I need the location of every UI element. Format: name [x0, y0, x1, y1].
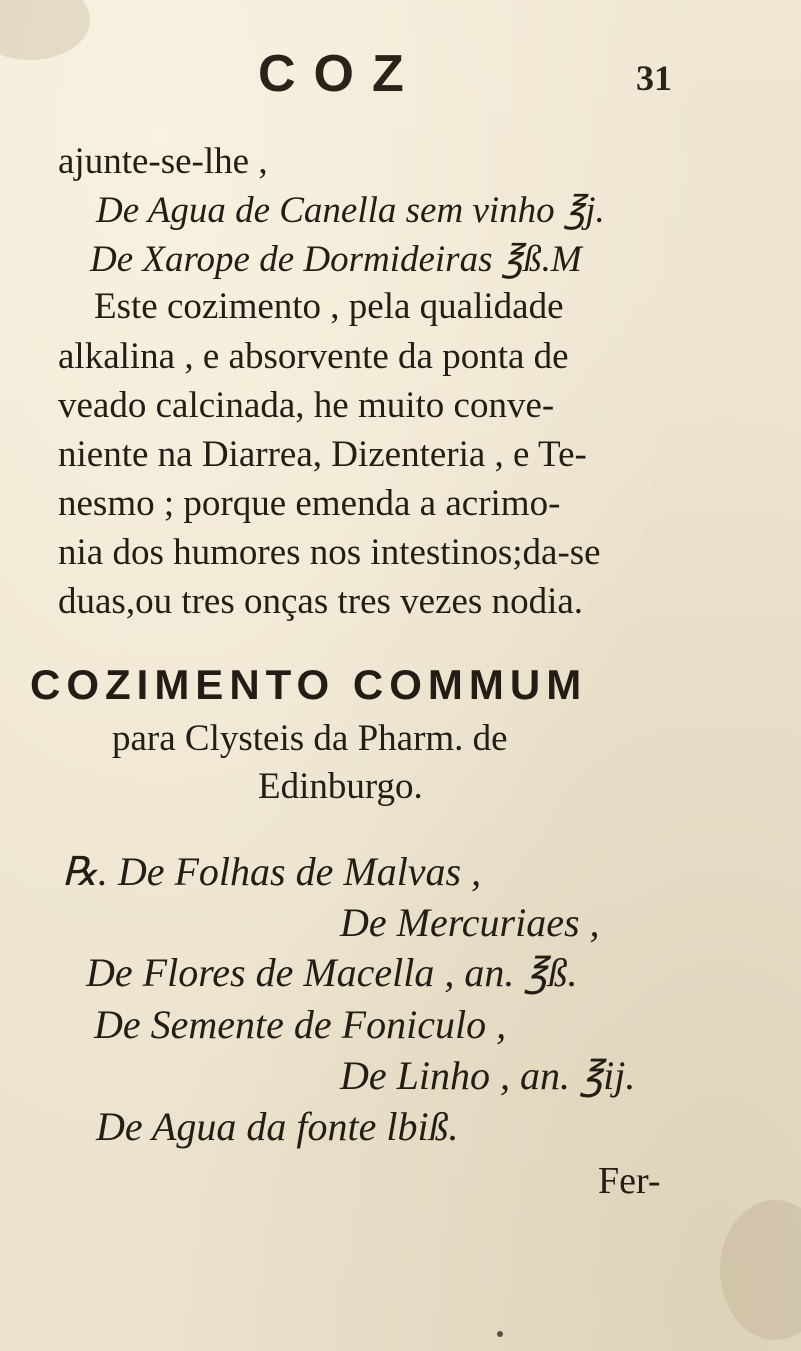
- recipe-line: De Agua da fonte lbiß.: [96, 1104, 459, 1149]
- section-subtitle: Edinburgo.: [258, 766, 423, 807]
- section-subtitle: para Clysteis da Pharm. de: [112, 718, 508, 759]
- recipe-line: De Linho , an. ℥ij.: [340, 1053, 636, 1098]
- catchword: Fer-: [598, 1160, 661, 1202]
- text-line: nia dos humores nos intestinos;da-se: [58, 532, 601, 573]
- recipe-line: ℞. De Folhas de Malvas ,: [62, 849, 482, 894]
- ink-mark: [497, 1331, 503, 1337]
- section-title: COZIMENTO COMMUM: [30, 661, 588, 708]
- recipe-line: De Flores de Macella , an. ℥ß.: [86, 950, 578, 995]
- text-line: ajunte-se-lhe ,: [58, 141, 268, 182]
- paper-stain: [720, 1200, 801, 1340]
- text-line: niente na Diarrea, Dizenteria , e Te-: [58, 434, 587, 475]
- text-line: Este cozimento , pela qualidade: [94, 286, 564, 327]
- text-line: duas,ou tres onças tres vezes nodia.: [58, 581, 584, 622]
- text-line: alkalina , e absorvente da ponta de: [58, 336, 569, 377]
- paper-stain: [0, 0, 90, 60]
- recipe-line: De Semente de Foniculo ,: [94, 1002, 507, 1047]
- text-line: nesmo ; porque emenda a acrimo-: [58, 483, 561, 524]
- recipe-line: De Mercuriaes ,: [340, 900, 600, 945]
- running-title: COZ: [258, 45, 422, 103]
- page-number: 31: [636, 58, 672, 98]
- text-line: De Xarope de Dormideiras ℥ß.M: [90, 239, 582, 280]
- text-line: veado calcinada, he muito conve-: [58, 385, 555, 426]
- text-line: De Agua de Canella sem vinho ℥j.: [96, 190, 605, 231]
